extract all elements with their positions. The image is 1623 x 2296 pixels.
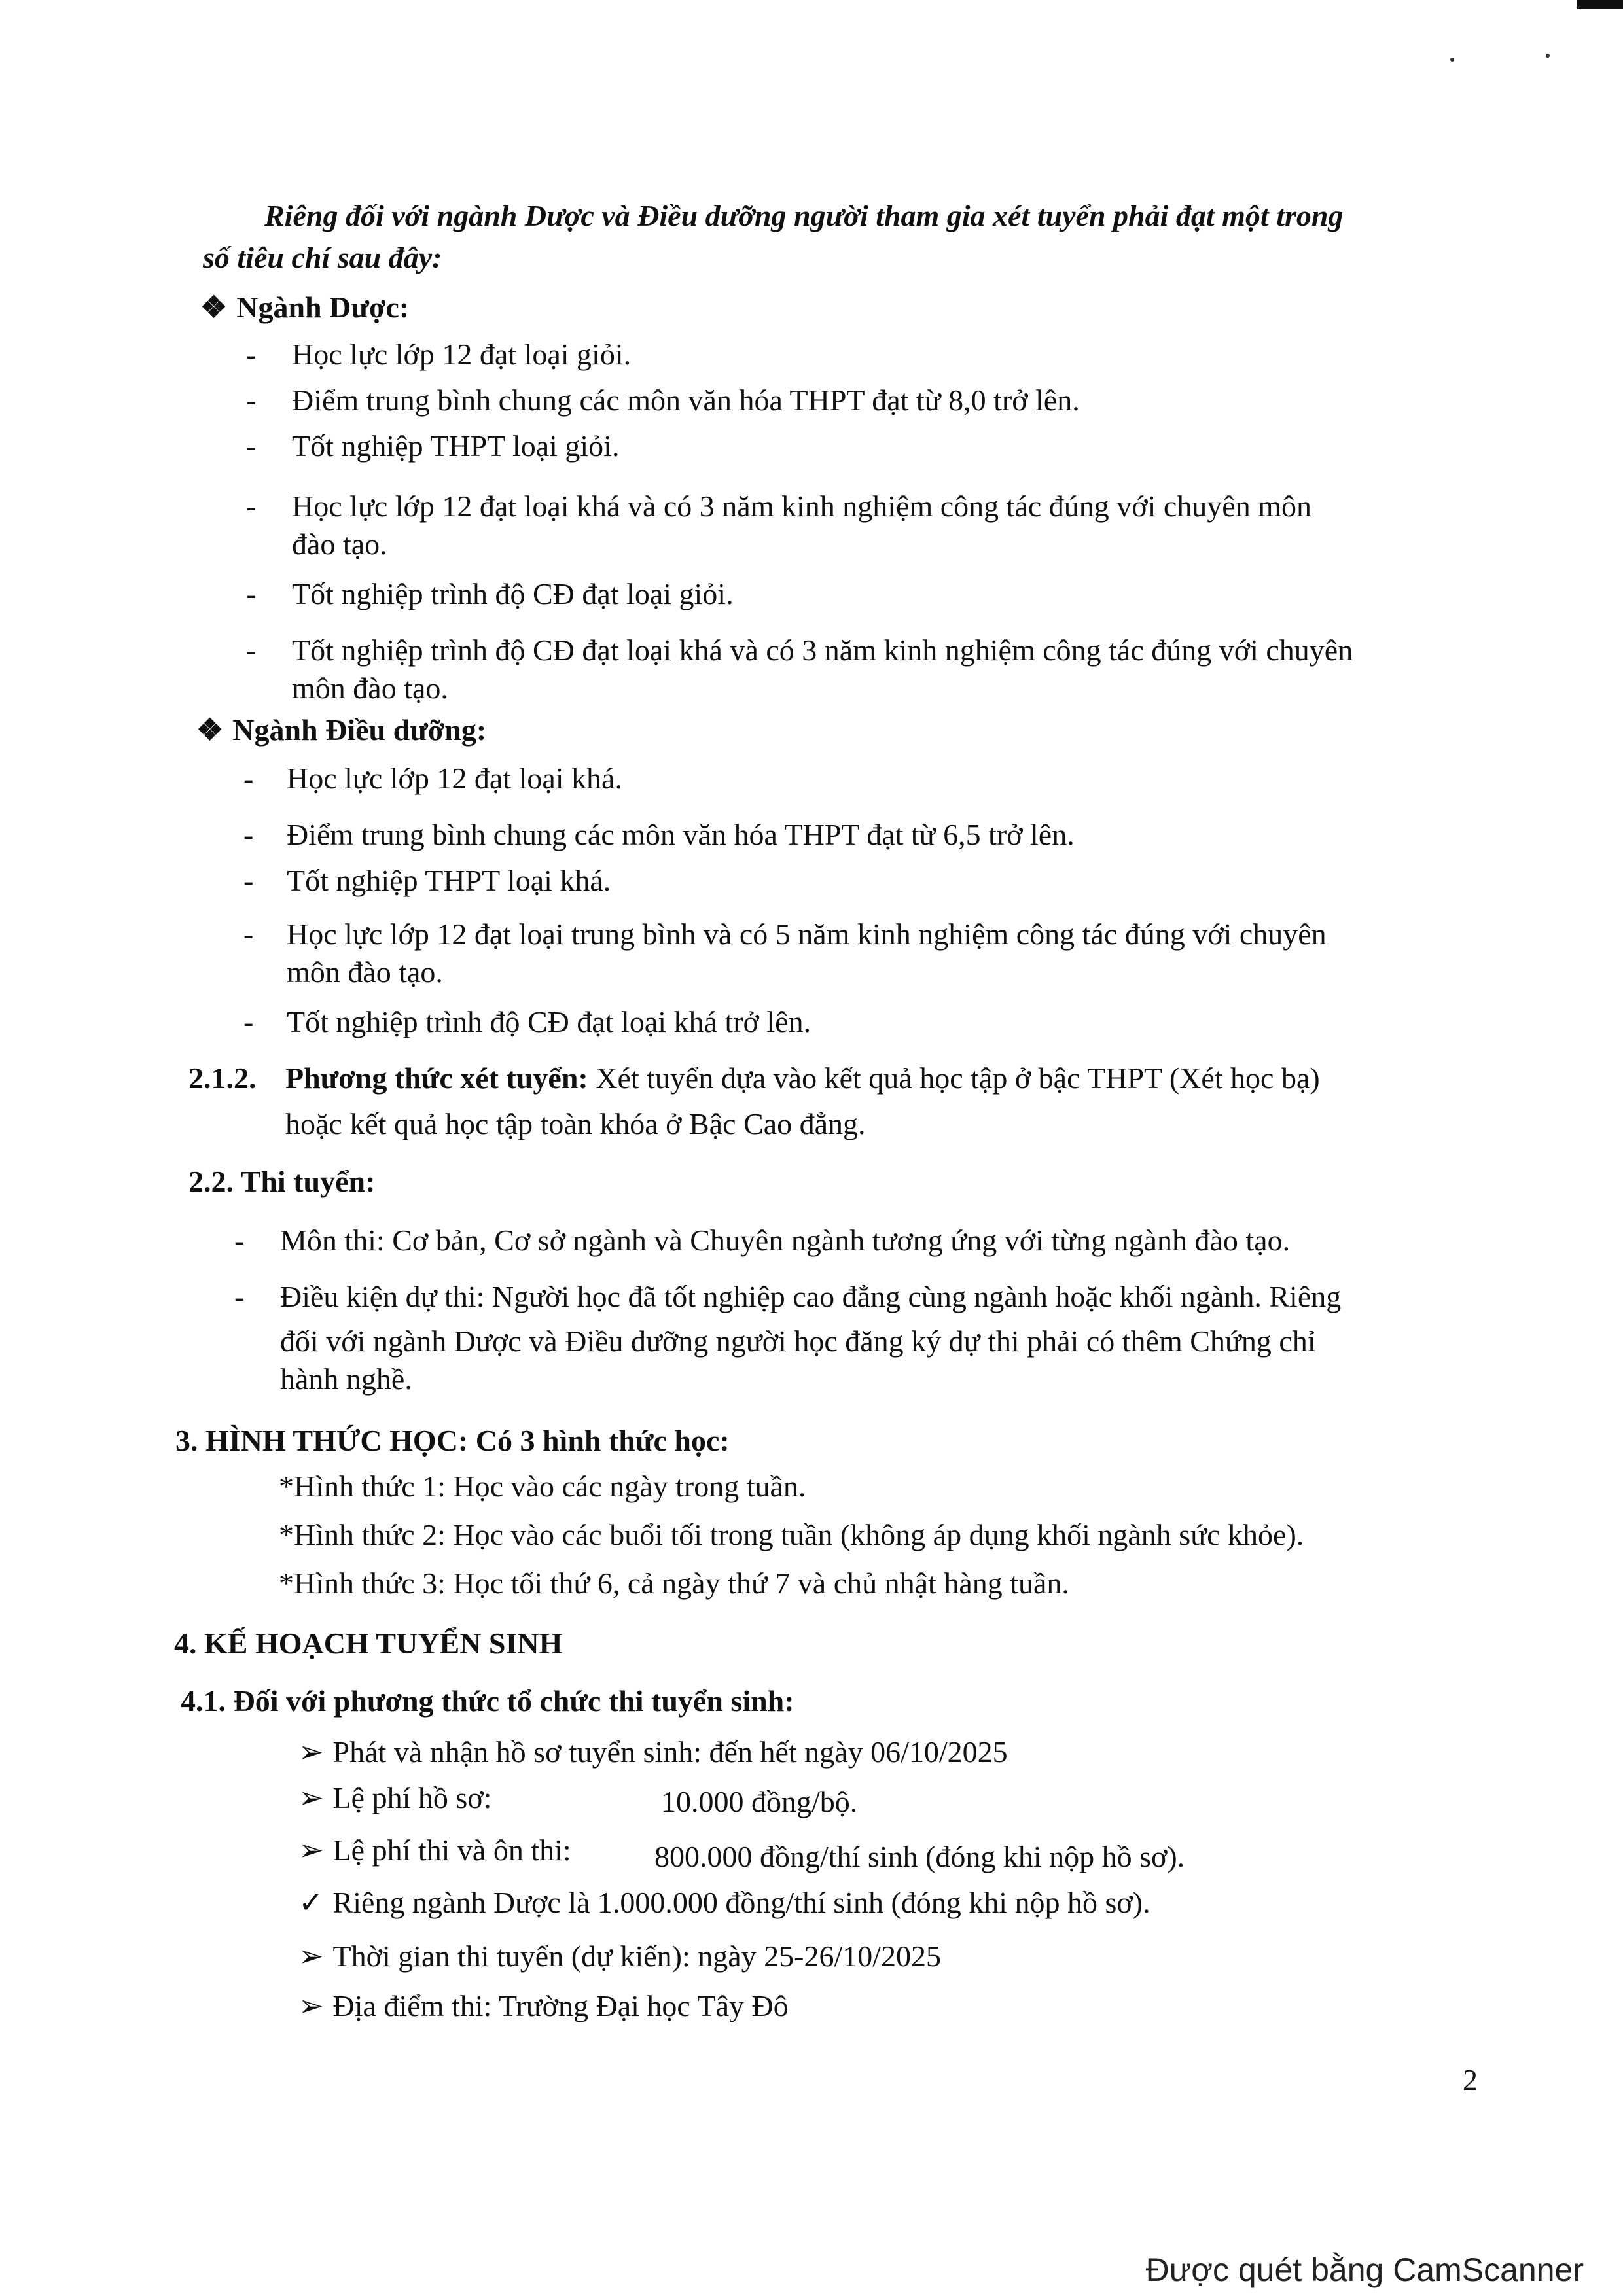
intro-line-1: Riêng đối với ngành Dược và Điều dưỡng người tham gia xét tuyển phải đạt một trong — [264, 199, 1344, 232]
dieuduong-item-cont: môn đào tạo. — [287, 955, 443, 989]
dash-bullet: - — [243, 864, 254, 897]
section-4-heading: 4. KẾ HOẠCH TUYỂN SINH — [174, 1627, 563, 1660]
schedule-item — [298, 1988, 789, 2024]
section-212-line-1 — [285, 1060, 1320, 1097]
section-212-text: Xét tuyển dựa vào kết quả học tập ở bậc THPT (Xét học bạ) — [588, 1061, 1320, 1095]
dash-bullet: - — [246, 577, 257, 610]
schedule-item-label: Địa điểm thi: Trường Đại học Tây Đô — [332, 1989, 789, 2022]
duoc-item-cont: môn đào tạo. — [292, 671, 448, 705]
section-3-heading: 3. HÌNH THỨC HỌC: Có 3 hình thức học: — [175, 1424, 730, 1457]
arrow-bullet-icon: ➢ — [298, 1989, 324, 2022]
section-22-item: Môn thi: Cơ bản, Cơ sở ngành và Chuyên ngành tương ứng với từng ngành đào tạo. — [280, 1224, 1291, 1257]
camscanner-watermark: Được quét bằng CamScanner — [1145, 2252, 1584, 2288]
dash-bullet: - — [243, 762, 254, 795]
duoc-item: Tốt nghiệp THPT loại giỏi. — [292, 429, 620, 463]
dash-bullet: - — [246, 633, 257, 667]
dieuduong-heading — [196, 712, 486, 749]
arrow-bullet-icon: ➢ — [298, 1735, 324, 1769]
diamond-bullet-icon: ❖ — [196, 713, 224, 747]
duoc-item-cont: đào tạo. — [292, 527, 387, 561]
intro-line-2: số tiêu chí sau đây: — [203, 241, 442, 274]
section-3-item: *Hình thức 1: Học vào các ngày trong tuần. — [279, 1470, 806, 1503]
schedule-item — [298, 1780, 491, 1816]
section-22-heading: 2.2. Thi tuyển: — [188, 1165, 376, 1198]
schedule-item-value: 800.000 đồng/thí sinh (đóng khi nộp hồ sơ). — [654, 1840, 1185, 1873]
duoc-item: Tốt nghiệp trình độ CĐ đạt loại giỏi. — [292, 577, 734, 610]
duoc-item: Học lực lớp 12 đạt loại khá và có 3 năm kinh nghiệm công tác đúng với chuyên môn — [292, 489, 1312, 523]
section-3-item: *Hình thức 3: Học tối thứ 6, cả ngày thứ 7 và chủ nhật hàng tuần. — [279, 1566, 1069, 1600]
schedule-item — [298, 1734, 1008, 1771]
diamond-bullet-icon: ❖ — [200, 291, 228, 324]
dash-bullet: - — [243, 818, 254, 851]
arrow-bullet-icon: ➢ — [298, 1939, 324, 1973]
duoc-heading-text: Ngành Dược: — [236, 291, 410, 324]
duoc-item: Tốt nghiệp trình độ CĐ đạt loại khá và có 3 năm kinh nghiệm công tác đúng với chuyên — [292, 633, 1353, 667]
scan-edge-mark — [1577, 0, 1623, 9]
section-212-label: Phương thức xét tuyển: — [285, 1061, 588, 1095]
dieuduong-item: Học lực lớp 12 đạt loại trung bình và có 5 năm kinh nghiệm công tác đúng với chuyên — [287, 917, 1327, 951]
schedule-item-label: Thời gian thi tuyển (dự kiến): ngày 25-26/10/2025 — [332, 1939, 942, 1973]
section-41-heading: 4.1. Đối với phương thức tổ chức thi tuyển sinh: — [181, 1684, 794, 1718]
section-212-number: 2.1.2. — [188, 1061, 257, 1095]
schedule-item-label: Riêng ngành Dược là 1.000.000 đồng/thí sinh (đóng khi nộp hồ sơ). — [332, 1886, 1150, 1919]
dash-bullet: - — [246, 429, 257, 463]
dieuduong-item: Học lực lớp 12 đạt loại khá. — [287, 762, 622, 795]
dieuduong-heading-text: Ngành Điều dưỡng: — [232, 713, 487, 747]
schedule-item — [298, 1832, 571, 1869]
schedule-item — [298, 1938, 941, 1975]
schedule-item-label: Lệ phí hồ sơ: — [332, 1781, 492, 1814]
dieuduong-item: Tốt nghiệp THPT loại khá. — [287, 864, 611, 897]
duoc-heading — [200, 289, 409, 326]
arrow-bullet-icon: ➢ — [298, 1781, 324, 1814]
duoc-item: Học lực lớp 12 đạt loại giỏi. — [292, 338, 632, 371]
section-22-item-cont: hành nghề. — [280, 1362, 412, 1396]
schedule-item-label: Phát và nhận hồ sơ tuyển sinh: đến hết ngày 06/10/2025 — [332, 1735, 1008, 1769]
section-212-line-2: hoặc kết quả học tập toàn khóa ở Bậc Cao đẳng. — [285, 1107, 866, 1140]
section-3-item: *Hình thức 2: Học vào các buổi tối trong tuần (không áp dụng khối ngành sức khỏe). — [279, 1518, 1304, 1551]
check-bullet-icon: ✓ — [298, 1886, 324, 1919]
dieuduong-item: Điểm trung bình chung các môn văn hóa THPT đạt từ 6,5 trở lên. — [287, 818, 1075, 851]
section-22-item: Điều kiện dự thi: Người học đã tốt nghiệp cao đẳng cùng ngành hoặc khối ngành. Riêng — [280, 1280, 1342, 1313]
dash-bullet: - — [243, 1005, 254, 1038]
arrow-bullet-icon: ➢ — [298, 1833, 324, 1867]
dash-bullet: - — [246, 489, 257, 523]
schedule-item-value: 10.000 đồng/bộ. — [661, 1785, 858, 1818]
dash-bullet: - — [234, 1224, 245, 1257]
page-number: 2 — [1463, 2063, 1478, 2096]
schedule-item — [298, 1884, 1150, 1921]
dieuduong-item: Tốt nghiệp trình độ CĐ đạt loại khá trở lên. — [287, 1005, 812, 1038]
schedule-item-label: Lệ phí thi và ôn thi: — [332, 1833, 571, 1867]
section-22-item-cont: đối với ngành Dược và Điều dưỡng người học đăng ký dự thi phải có thêm Chứng chỉ — [280, 1324, 1316, 1358]
dash-bullet: - — [246, 383, 257, 417]
scan-speck — [1546, 54, 1550, 58]
duoc-item: Điểm trung bình chung các môn văn hóa THPT đạt từ 8,0 trở lên. — [292, 383, 1080, 417]
dash-bullet: - — [243, 917, 254, 951]
dash-bullet: - — [246, 338, 257, 371]
dash-bullet: - — [234, 1280, 245, 1313]
scan-speck — [1450, 58, 1454, 62]
